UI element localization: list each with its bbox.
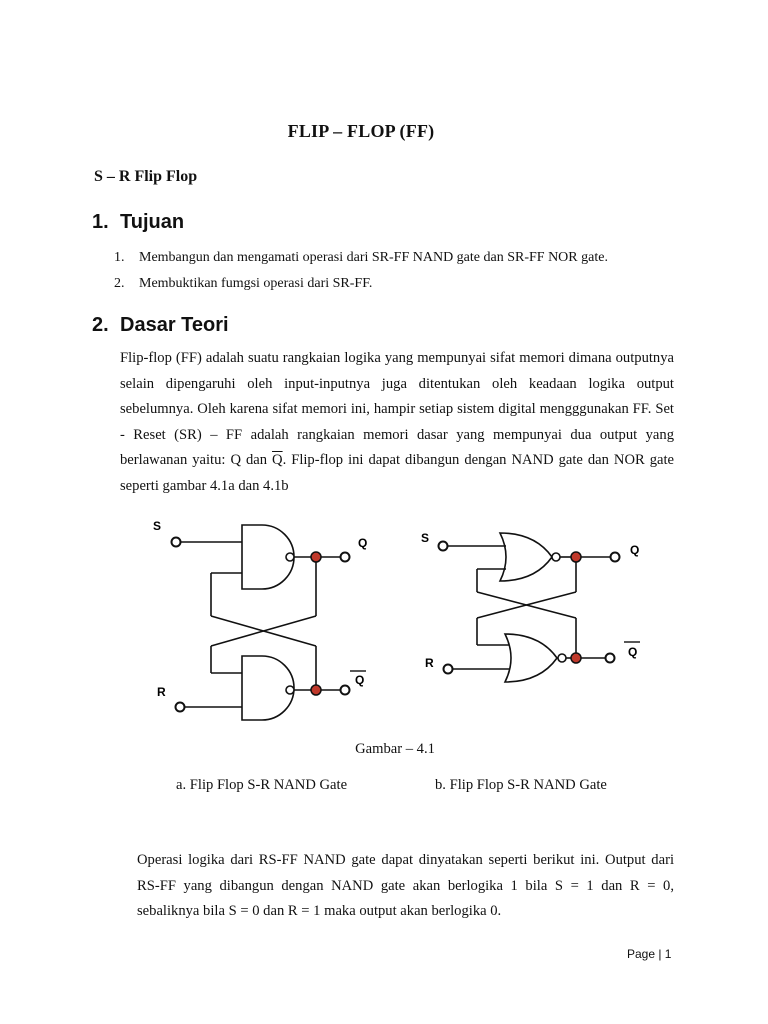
nand-q-terminal (341, 553, 350, 562)
nand-qbar-terminal (341, 686, 350, 695)
nand-qbar-label: Q (355, 673, 365, 687)
nand-qbar-node (311, 685, 321, 695)
nor-q-terminal (611, 553, 620, 562)
list-item-text: Membuktikan fumgsi operasi dari SR-FF. (139, 276, 373, 291)
nand-s-terminal (172, 538, 181, 547)
nor-bubble-lower (558, 654, 566, 662)
document-subtitle: S – R Flip Flop (94, 168, 198, 185)
document-title: FLIP – FLOP (FF) (287, 121, 435, 141)
paragraph-text: Flip-flop (FF) adalah suatu rangkaian logika yang mempunyai sifat memori dimana outputnya selain dipengaruhi oleh input-inputnya juga ditentukan oleh keadaan logika output sebelumnya. Oleh karena sifat memori ini, hampir setiap sistem digital mengggunakan FF. Set - Reset (SR) – FF adalah rangkaian memori dasar yang mempunyai dua output yang berlawanan yaitu: Q dan (120, 350, 674, 469)
page-number: Page | 1 (627, 947, 672, 961)
nor-qbar-terminal (606, 654, 615, 663)
nor-gate-upper (500, 533, 552, 581)
nor-qbar-label: Q (628, 645, 638, 659)
nand-q-node (311, 552, 321, 562)
nor-r-label: R (425, 656, 434, 670)
nand-r-terminal (176, 703, 185, 712)
section-title: Dasar Teori (120, 314, 229, 336)
subcaption-b: b. Flip Flop S-R NAND Gate (435, 777, 607, 793)
figure-caption: Gambar – 4.1 (355, 741, 435, 757)
list-item-number: 2. (114, 276, 125, 291)
nor-bubble-upper (552, 553, 560, 561)
operation-paragraph: Operasi logika dari RS-FF NAND gate dapat dinyatakan seperti berikut ini. Output dari RS-FF yang dibangun dengan NAND gate akan berlogika 1 bila S = 1 dan R = 0, sebaliknya bila S = 0 dan R = 1 maka output akan berlogika 0. (137, 852, 674, 920)
section-title: Tujuan (120, 211, 185, 233)
nor-s-terminal (439, 542, 448, 551)
nand-s-label: S (153, 519, 162, 533)
nand-bubble-upper (286, 553, 294, 561)
section-number: 2. (92, 314, 109, 336)
nor-q-label: Q (630, 543, 640, 557)
list-item-number: 1. (114, 250, 125, 265)
list-item-text: Membangun dan mengamati operasi dari SR-FF NAND gate dan SR-FF NOR gate. (139, 250, 608, 265)
nand-q-label: Q (358, 536, 368, 550)
nand-r-label: R (157, 685, 166, 699)
subcaption-a: a. Flip Flop S-R NAND Gate (176, 777, 348, 793)
nor-s-label: S (421, 531, 430, 545)
nor-q-node (571, 552, 581, 562)
nor-gate-lower (505, 634, 557, 682)
paragraph-text-end: . Flip-flop ini dapat dibangun dengan NAND gate dan NOR gate seperti gambar 4.1a dan 4.1b (120, 452, 675, 494)
nand-bubble-lower (286, 686, 294, 694)
q-bar-symbol: $\overline{Q}$ (272, 452, 283, 469)
nor-qbar-node (571, 653, 581, 663)
section-number: 1. (92, 211, 109, 233)
nor-r-terminal (444, 665, 453, 674)
